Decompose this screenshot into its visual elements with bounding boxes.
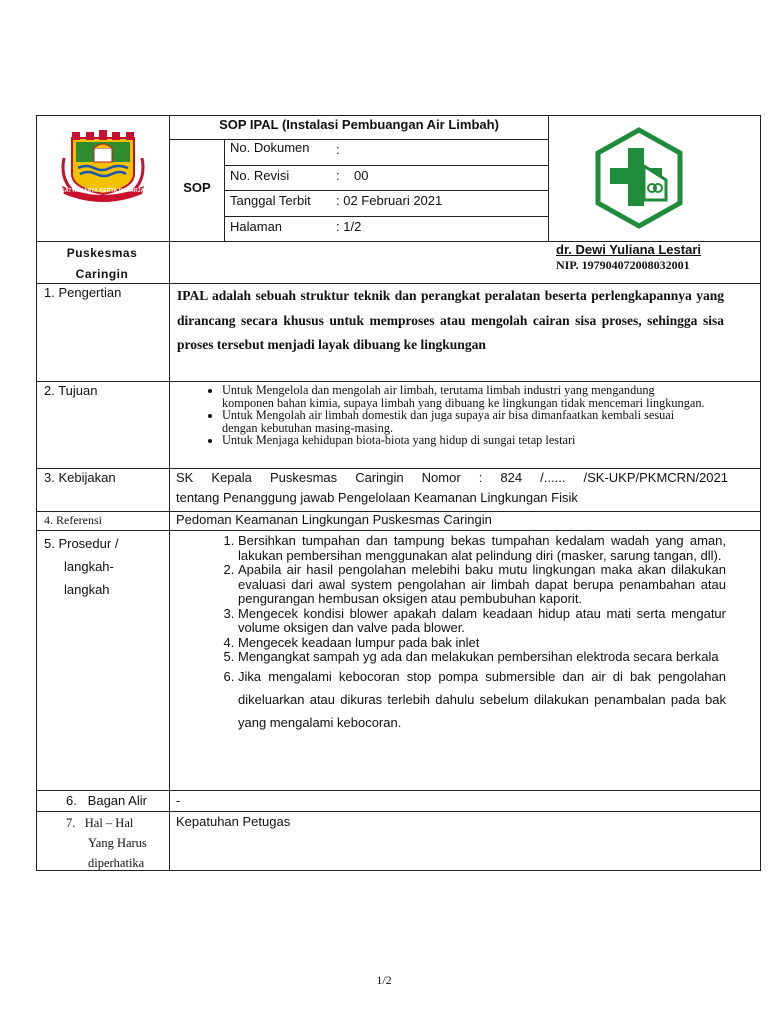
section-label-bagan-alir: 6. Bagan Alir <box>66 793 147 808</box>
list-item: • Untuk Mengolah air limbah domestik dan juga supaya air bisa dimanfaatkan kembali sesuai dengan kebutuhan masing-masing. <box>222 409 706 434</box>
meta-label-halaman: Halaman <box>230 219 283 234</box>
section-label-kebijakan: 3. Kebijakan <box>44 470 116 485</box>
kebijakan-line-2: tentang Penanggung jawab Pengelolaan Keamanan Lingkungan Fisik <box>176 490 578 505</box>
sop-label: SOP <box>183 180 211 195</box>
list-item: 3. Mengecek kondisi blower apakah dalam keadaan hidup atau mati serta mengatur volume oksigen dan valve pada blower. <box>238 607 726 636</box>
prosedur-label-line: 5. Prosedur / <box>44 536 119 551</box>
institution-name: Puskesmas Caringin <box>66 246 138 281</box>
regional-emblem-logo <box>58 128 148 204</box>
list-item: 2. Apabila air hasil pengolahan melebihi baku mutu lingkungan maka akan dilakukan evaluasi dari awal system pengolahan air limbah dapat berupa penambahan atau pengurangan hembusan oksigen atau pembubuhan kaporit. <box>238 563 726 607</box>
tujuan-list <box>176 384 706 447</box>
meta-label-tanggal: Tanggal Terbit <box>230 193 311 208</box>
hal-label-line: Yang Harus <box>88 836 147 850</box>
bagan-alir-text: - <box>176 793 181 808</box>
list-item: 6. Jika mengalami kebocoran stop pompa submersible dan air di bak pengolahan dikeluarkan atau dikuras terlebih dahulu sebelum dilakukan penambalan pada bak yang mengalami kebocoran. <box>238 665 726 734</box>
hal-label-line: diperhatika <box>88 856 145 870</box>
meta-label-revisi: No. Revisi <box>230 168 290 183</box>
hal-label-line: 7. Hal – Hal <box>66 816 134 830</box>
section-label-pengertian: 1. Pengertian <box>44 285 122 300</box>
meta-value-halaman: : 1/2 <box>336 219 362 234</box>
logo-motto: SATYA KARYA KERTA RAHARJA <box>61 188 145 194</box>
pengertian-text: IPAL adalah sebuah struktur teknik dan perangkat peralatan beserta perlengkapannya yang dirancang secara khusus untuk memproses atau mengolah cairan sisa proses, sehingga sisa proses tersebut menjadi layak dibuang ke lingkungan <box>177 288 724 352</box>
section-label-referensi: 4. Referensi <box>44 513 102 527</box>
kebijakan-line-1: SK Kepala Puskesmas Caringin Nomor : 824 /...... /SK-UKP/PKMCRN/2021 <box>176 470 728 485</box>
section-label-tujuan: 2. Tujuan <box>44 383 98 398</box>
puskesmas-logo <box>594 126 684 230</box>
meta-value-tanggal: : 02 Februari 2021 <box>336 193 443 208</box>
section-label-hal <box>66 813 147 873</box>
list-item: 1. Bersihkan tumpahan dan tampung bekas tumpahan kedalam wadah yang aman, lakukan pembersihan menggunakan alat pelindung diri (masker, sarung tangan, dll). <box>238 534 726 563</box>
prosedur-steps <box>170 534 726 734</box>
prosedur-label-line: langkah <box>64 582 110 597</box>
list-item: • Untuk Mengelola dan mengolah air limbah, terutama limbah industri yang mengandung komponen bahan kimia, supaya limbah yang dibuang ke lingkungan tidak mencemari lingkungan. <box>222 384 706 409</box>
document-title: SOP IPAL (Instalasi Pembuangan Air Limbah) <box>219 117 499 132</box>
referensi-text: Pedoman Keamanan Lingkungan Puskesmas Caringin <box>176 512 492 527</box>
signer-name: dr. Dewi Yuliana Lestari <box>556 242 701 257</box>
list-item: 5. Mengangkat sampah yg ada dan melakukan pembersihan elektroda secara berkala <box>238 650 726 665</box>
prosedur-label-line: langkah- <box>64 559 114 574</box>
signer-nip: NIP. 197904072008032001 <box>556 258 690 272</box>
section-label-prosedur <box>44 532 118 601</box>
list-item: • Untuk Menjaga kehidupan biota-biota yang hidup di sungai tetap lestari <box>222 434 706 447</box>
hal-text: Kepatuhan Petugas <box>176 814 291 829</box>
page-number: 1/2 <box>376 973 392 987</box>
meta-value-dokumen: : <box>336 142 340 157</box>
meta-label-dokumen: No. Dokumen <box>230 140 310 155</box>
meta-value-revisi: : 00 <box>336 168 369 183</box>
list-item: 4. Mengecek keadaan lumpur pada bak inlet <box>238 636 726 651</box>
